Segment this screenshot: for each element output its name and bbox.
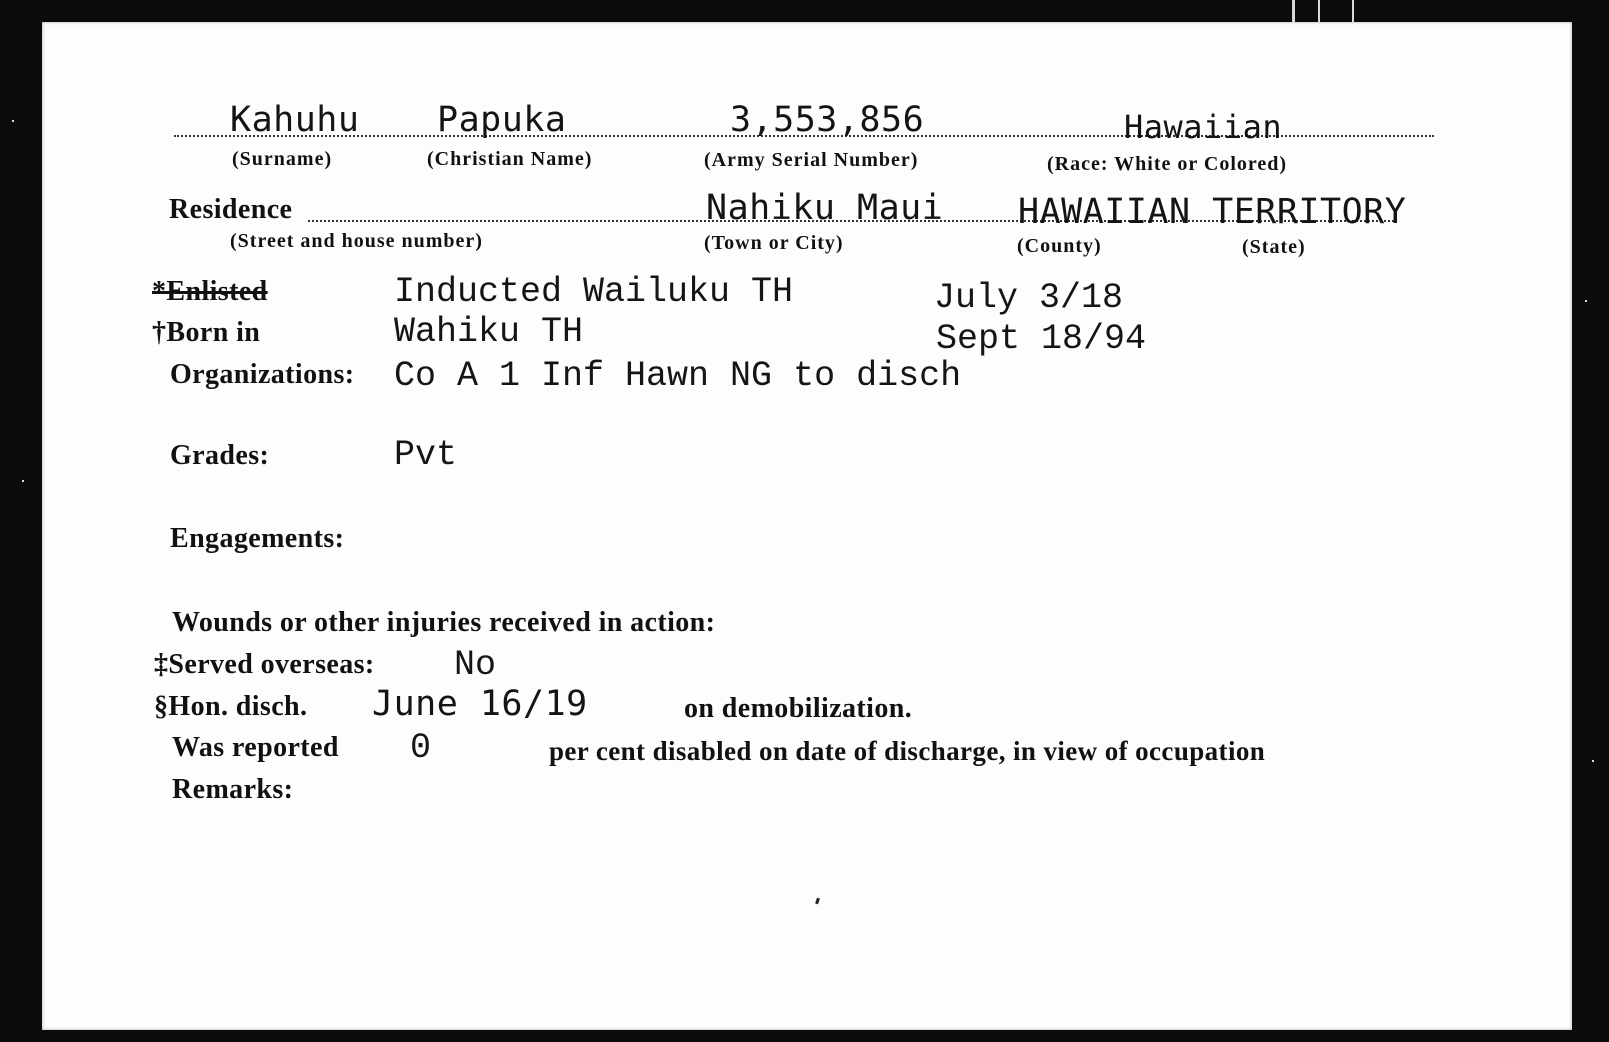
county-caption: (County) bbox=[1017, 235, 1102, 257]
born-date: Sept 18/94 bbox=[936, 319, 1147, 359]
film-border-speck bbox=[1292, 0, 1295, 22]
town-caption: (Town or City) bbox=[704, 232, 844, 254]
remarks-label: Remarks: bbox=[172, 774, 294, 805]
wounds-label: Wounds or other injuries received in action: bbox=[172, 607, 716, 638]
film-border-speck bbox=[1592, 760, 1594, 762]
enlisted-date: July 3/18 bbox=[934, 278, 1124, 318]
residence-county-state-value: HAWAIIAN TERRITORY bbox=[1018, 192, 1407, 232]
surname-caption: (Surname) bbox=[232, 148, 333, 170]
stray-mark bbox=[815, 898, 820, 905]
born-label: †Born in bbox=[152, 317, 261, 348]
film-border-speck bbox=[1318, 0, 1320, 22]
serial-number-value: 3,553,856 bbox=[730, 100, 925, 140]
film-border-speck bbox=[12, 120, 14, 122]
film-border-speck bbox=[1585, 300, 1587, 302]
state-caption: (State) bbox=[1242, 236, 1306, 258]
residence-town-value: Nahiku Maui bbox=[706, 188, 944, 228]
race-value: Hawaiian bbox=[1124, 108, 1283, 146]
overseas-label: ‡Served overseas: bbox=[154, 649, 375, 680]
residence-label: Residence bbox=[169, 194, 293, 225]
grades-label: Grades: bbox=[170, 440, 270, 471]
race-caption: (Race: White or Colored) bbox=[1047, 153, 1288, 175]
discharge-label: §Hon. disch. bbox=[154, 691, 308, 722]
enlisted-value: Inducted Wailuku TH bbox=[394, 272, 794, 312]
grades-value: Pvt bbox=[394, 435, 458, 475]
surname-value: Kahuhu bbox=[230, 100, 360, 140]
street-caption: (Street and house number) bbox=[230, 230, 483, 252]
discharge-date: June 16/19 bbox=[372, 684, 588, 724]
organizations-value: Co A 1 Inf Hawn NG to disch bbox=[394, 356, 962, 396]
film-border-speck bbox=[22, 480, 24, 482]
engagements-label: Engagements: bbox=[170, 523, 345, 554]
overseas-value: No bbox=[454, 645, 497, 685]
organizations-label: Organizations: bbox=[170, 359, 355, 390]
born-value: Wahiku TH bbox=[394, 312, 584, 352]
christian-name-caption: (Christian Name) bbox=[427, 148, 593, 170]
serial-number-caption: (Army Serial Number) bbox=[704, 149, 919, 171]
reported-label: Was reported bbox=[172, 732, 339, 763]
film-border-speck bbox=[1352, 0, 1354, 22]
reported-value: 0 bbox=[410, 728, 432, 768]
discharge-suffix: on demobilization. bbox=[684, 693, 913, 724]
enlisted-label: *Enlisted bbox=[152, 276, 268, 307]
christian-name-value: Papuka bbox=[437, 100, 567, 140]
reported-suffix: per cent disabled on date of discharge, in view of occupation bbox=[549, 736, 1266, 766]
record-card bbox=[42, 22, 1572, 1030]
